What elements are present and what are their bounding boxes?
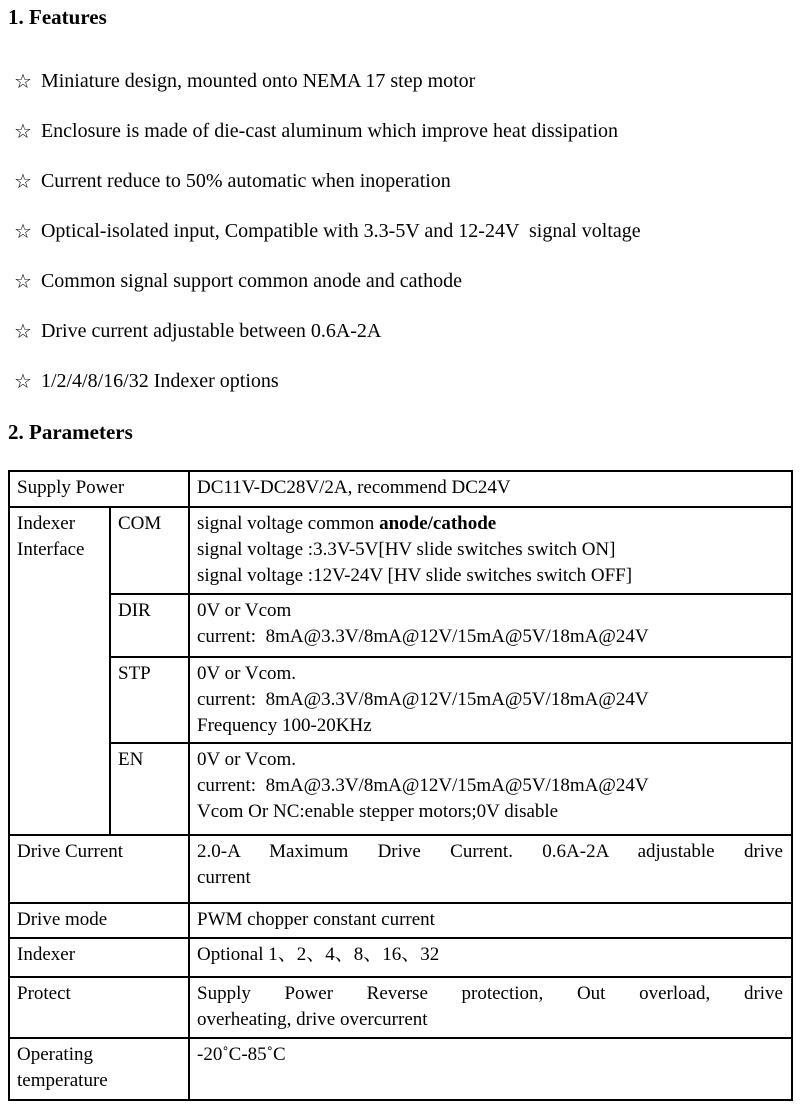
value-line: Supply Power Reverse protection, Out overload, drive xyxy=(197,983,783,1004)
value-line: current: 8mA@3.3V/8mA@12V/15mA@5V/18mA@24V xyxy=(197,689,649,710)
table-row-drive-current xyxy=(9,835,792,903)
value-line: -20˚C-85˚C xyxy=(197,1044,286,1065)
feature-item xyxy=(14,220,800,242)
feature-item xyxy=(14,170,800,192)
table-row-com xyxy=(9,507,792,594)
star-bullet-icon: ☆ xyxy=(14,319,32,343)
param-value-protect xyxy=(189,977,792,1038)
value-line: signal voltage :12V-24V [HV slide switches switch OFF] xyxy=(197,565,633,586)
param-label-indexer: Indexer xyxy=(9,938,189,977)
table-row-supply-power xyxy=(9,471,792,507)
value-line: current: 8mA@3.3V/8mA@12V/15mA@5V/18mA@24V xyxy=(197,626,649,647)
param-label-protect: Protect xyxy=(9,977,189,1038)
value-line: current xyxy=(197,867,251,888)
param-label-drive-mode: Drive mode xyxy=(9,903,189,938)
value-line: 0V or Vcom. xyxy=(197,749,297,770)
value-line: Frequency 100-20KHz xyxy=(197,715,372,736)
com-line1-bold: anode/cathode xyxy=(379,513,497,534)
star-bullet-icon: ☆ xyxy=(14,69,32,93)
feature-text: Drive current adjustable between 0.6A-2A xyxy=(40,320,382,342)
param-value-stp xyxy=(189,657,792,743)
star-bullet-icon: ☆ xyxy=(14,269,32,293)
star-bullet-icon: ☆ xyxy=(14,369,32,393)
table-row-stp xyxy=(9,657,792,743)
param-key-en: EN xyxy=(110,743,189,835)
param-key-dir: DIR xyxy=(110,594,189,657)
table-row-dir xyxy=(9,594,792,657)
param-value-drive-mode xyxy=(189,903,792,938)
table-row-drive-mode xyxy=(9,903,792,938)
star-bullet-icon: ☆ xyxy=(14,219,32,243)
table-row-en xyxy=(9,743,792,835)
feature-text: Common signal support common anode and cathode xyxy=(40,270,462,292)
feature-text: Enclosure is made of die-cast aluminum which improve heat dissipation xyxy=(40,120,619,142)
value-line: 0V or Vcom xyxy=(197,600,292,621)
feature-text: Current reduce to 50% automatic when inoperation xyxy=(40,170,451,192)
param-value-en xyxy=(189,743,792,835)
param-value-indexer xyxy=(189,938,792,977)
param-value-drive-current xyxy=(189,835,792,903)
value-line: DC11V-DC28V/2A, recommend DC24V xyxy=(197,477,511,498)
value-line: Optional 1、2、4、8、16、32 xyxy=(197,944,440,965)
feature-text: Miniature design, mounted onto NEMA 17 step motor xyxy=(40,70,476,92)
parameters-table xyxy=(8,470,793,1101)
feature-item xyxy=(14,320,800,342)
table-row-indexer xyxy=(9,938,792,977)
value-line: current: 8mA@3.3V/8mA@12V/15mA@5V/18mA@24V xyxy=(197,775,649,796)
feature-item xyxy=(14,70,800,92)
param-label-supply-power: Supply Power xyxy=(9,471,189,507)
param-key-com: COM xyxy=(110,507,189,594)
table-row-operating-temperature xyxy=(9,1038,792,1100)
feature-text: 1/2/4/8/16/32 Indexer options xyxy=(40,370,279,392)
features-heading: 1. Features xyxy=(8,5,107,29)
value-line xyxy=(197,511,783,537)
param-label-drive-current: Drive Current xyxy=(9,835,189,903)
value-line: overheating, drive overcurrent xyxy=(197,1009,428,1030)
value-line: 2.0-A Maximum Drive Current. 0.6A-2A adjustable drive xyxy=(197,841,783,862)
feature-item xyxy=(14,270,800,292)
value-line: 0V or Vcom. xyxy=(197,663,297,684)
com-line1-prefix: signal voltage common xyxy=(197,513,380,534)
feature-text: Optical-isolated input, Compatible with 3.3-5V and 12-24V signal voltage xyxy=(40,220,641,242)
param-value-supply-power xyxy=(189,471,792,507)
star-bullet-icon: ☆ xyxy=(14,169,32,193)
table-row-protect xyxy=(9,977,792,1038)
star-bullet-icon: ☆ xyxy=(14,119,32,143)
param-value-operating-temperature xyxy=(189,1038,792,1100)
param-key-stp: STP xyxy=(110,657,189,743)
feature-list xyxy=(0,70,800,392)
value-line: signal voltage :3.3V-5V[HV slide switches switch ON] xyxy=(197,539,616,560)
value-line: PWM chopper constant current xyxy=(197,909,435,930)
feature-item xyxy=(14,370,800,392)
param-label-operating-temperature: Operating temperature xyxy=(9,1038,189,1100)
parameters-heading: 2. Parameters xyxy=(8,420,133,444)
value-line: Vcom Or NC:enable stepper motors;0V disable xyxy=(197,801,559,822)
feature-item xyxy=(14,120,800,142)
param-value-com xyxy=(189,507,792,594)
param-label-indexer-interface: Indexer Interface xyxy=(9,507,110,835)
param-value-dir xyxy=(189,594,792,657)
